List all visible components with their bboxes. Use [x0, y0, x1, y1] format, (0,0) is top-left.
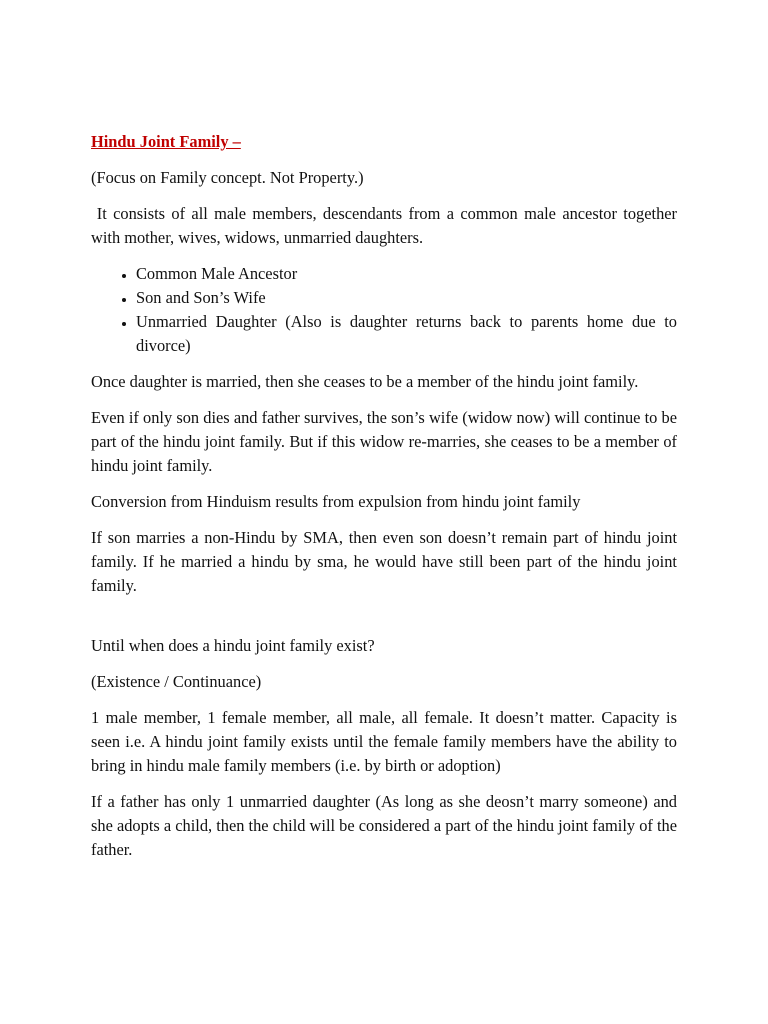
adoption-paragraph: If a father has only 1 unmarried daughter (As long as she deosn’t marry someone) and she adopts a child, then the child will be considered a part of the hindu joint family of the father. — [91, 792, 677, 859]
sma-paragraph: If son marries a non-Hindu by SMA, then even son doesn’t remain part of hindu joint family. If he married a hindu by sma, he would have still been part of the hindu joint family. — [91, 528, 677, 595]
definition-paragraph: It consists of all male members, descendants from a common male ancestor together with mother, wives, widows, unmarried daughters. — [91, 204, 677, 247]
capacity-paragraph: 1 male member, 1 female member, all male, all female. It doesn’t matter. Capacity is seen i.e. A hindu joint family exists until the female family members have the ability to bring in hindu male family members (i.e. by birth or adoption) — [91, 708, 677, 775]
question-paragraph: Until when does a hindu joint family exist? — [91, 636, 375, 655]
widow-paragraph: Even if only son dies and father survives, the son’s wife (widow now) will continue to be part of the hindu joint family. But if this widow re-marries, she ceases to be a member of hindu joint family. — [91, 408, 677, 475]
conversion-paragraph: Conversion from Hinduism results from expulsion from hindu joint family — [91, 492, 581, 511]
list-item: • Son and Son’s Wife — [136, 286, 677, 310]
members-list — [91, 262, 677, 358]
focus-note: (Focus on Family concept. Not Property.) — [91, 168, 364, 187]
list-item: • Unmarried Daughter (Also is daughter returns back to parents home due to divorce) — [136, 310, 677, 358]
list-item: • Common Male Ancestor — [136, 262, 677, 286]
married-daughter-paragraph: Once daughter is married, then she ceases to be a member of the hindu joint family. — [91, 372, 639, 391]
existence-note: (Existence / Continuance) — [91, 672, 262, 691]
blank-line — [91, 610, 677, 634]
document-body — [91, 130, 677, 874]
section-heading: Hindu Joint Family – — [91, 132, 241, 151]
